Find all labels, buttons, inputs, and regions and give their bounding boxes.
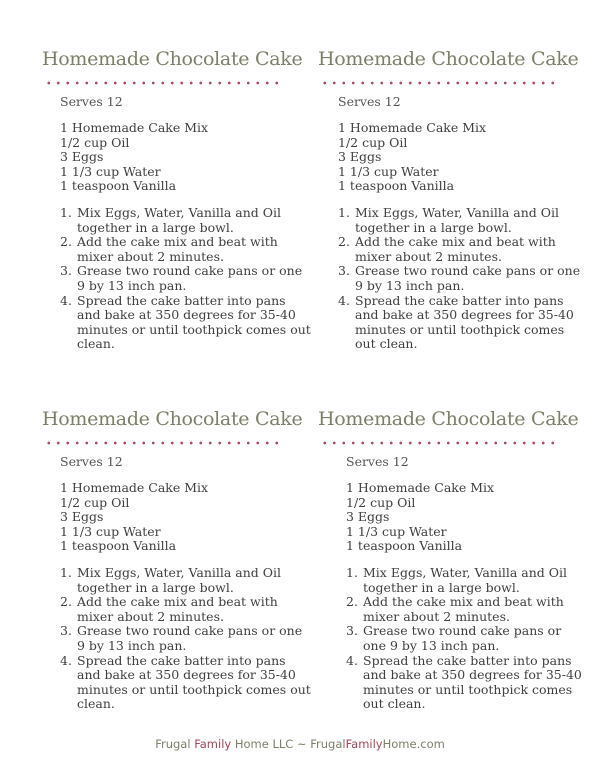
recipe-card <box>318 408 588 712</box>
step-number: 4. <box>60 292 72 308</box>
ingredients-list <box>346 481 588 554</box>
step-item <box>338 235 588 264</box>
step-number: 4. <box>338 292 350 308</box>
dotted-divider <box>44 80 282 86</box>
serves-label: Serves 12 <box>346 454 409 469</box>
dotted-divider <box>320 440 558 446</box>
ingredients-list <box>60 481 312 554</box>
step-number: 2. <box>338 234 350 250</box>
step-item <box>338 264 588 293</box>
ingredient-item: 1 teaspoon Vanilla <box>60 178 177 194</box>
step-item <box>338 294 588 352</box>
step-item <box>60 235 312 264</box>
ingredient-item: 1/2 cup Oil <box>60 134 130 150</box>
ingredient-item: 1 teaspoon Vanilla <box>338 178 455 194</box>
step-number: 3. <box>60 263 72 279</box>
footer-text: Frugal <box>155 737 195 751</box>
ingredient-item: 1 teaspoon Vanilla <box>60 538 177 554</box>
ingredient-item: 1 1/3 cup Water <box>338 163 439 179</box>
step-number: 3. <box>346 623 358 639</box>
step-text: Mix Eggs, Water, Vanilla and Oil together in a large bowl. <box>77 204 282 235</box>
step-item <box>346 624 588 653</box>
step-item <box>60 595 312 624</box>
step-text: Add the cake mix and beat with mixer about 2 minutes. <box>355 234 556 264</box>
recipe-body <box>338 94 588 352</box>
recipe-title: Homemade Chocolate Cake <box>318 48 579 70</box>
recipe-title: Homemade Chocolate Cake <box>318 408 579 430</box>
ingredients-list <box>338 121 588 194</box>
step-item <box>60 264 312 293</box>
recipe-card <box>42 48 312 352</box>
ingredient-item: 1/2 cup Oil <box>60 494 130 510</box>
footer-credit <box>0 737 600 751</box>
ingredient-item: 1/2 cup Oil <box>338 134 408 150</box>
recipe-card <box>42 408 312 712</box>
step-text: Grease two round cake pans or one 9 by 13 inch pan. <box>77 263 303 293</box>
step-text: Spread the cake batter into pans and bake at 350 degrees for 35-40 minutes or until toothpick comes out clean. <box>363 652 582 712</box>
dotted-divider <box>44 440 282 446</box>
step-item <box>338 206 588 235</box>
step-text: Mix Eggs, Water, Vanilla and Oil together in a large bowl. <box>363 564 568 595</box>
step-text: Mix Eggs, Water, Vanilla and Oil together in a large bowl. <box>355 204 560 235</box>
recipe-title: Homemade Chocolate Cake <box>42 408 303 430</box>
step-number: 4. <box>60 652 72 668</box>
ingredient-item: 1 Homemade Cake Mix <box>60 120 209 135</box>
step-number: 3. <box>60 623 72 639</box>
step-item <box>346 566 588 595</box>
recipe-body <box>60 94 312 352</box>
recipe-card <box>318 48 588 352</box>
step-text: Add the cake mix and beat with mixer about 2 minutes. <box>363 594 564 624</box>
step-number: 1. <box>338 204 350 220</box>
ingredient-item: 1 1/3 cup Water <box>346 523 447 539</box>
step-item <box>60 294 312 352</box>
step-text: Spread the cake batter into pans and bake at 350 degrees for 35-40 minutes or until toothpick comes out clean. <box>355 292 574 352</box>
ingredients-list <box>60 121 312 194</box>
ingredient-item: 1 1/3 cup Water <box>60 523 161 539</box>
step-number: 2. <box>60 234 72 250</box>
ingredient-item: 3 Eggs <box>338 149 382 165</box>
footer-accent: Family <box>194 737 232 751</box>
step-text: Mix Eggs, Water, Vanilla and Oil together in a large bowl. <box>77 564 282 595</box>
ingredient-item: 1 teaspoon Vanilla <box>346 538 463 554</box>
step-text: Grease two round cake pans or one 9 by 13 inch pan. <box>363 623 562 653</box>
serves-label: Serves 12 <box>60 94 123 109</box>
ingredient-item: 1 Homemade Cake Mix <box>338 120 487 135</box>
steps-list <box>60 206 312 352</box>
recipe-title: Homemade Chocolate Cake <box>42 48 303 70</box>
ingredient-item: 3 Eggs <box>60 149 104 165</box>
ingredient-item: 1/2 cup Oil <box>346 494 416 510</box>
recipe-body <box>346 454 588 712</box>
step-number: 3. <box>338 263 350 279</box>
step-item <box>60 206 312 235</box>
step-item <box>60 654 312 712</box>
ingredient-item: 1 Homemade Cake Mix <box>60 480 209 495</box>
dotted-divider <box>320 80 558 86</box>
step-item <box>346 595 588 624</box>
step-number: 1. <box>60 204 72 220</box>
step-item <box>60 566 312 595</box>
step-text: Spread the cake batter into pans and bake at 350 degrees for 35-40 minutes or until toothpick comes out clean. <box>77 652 311 712</box>
step-text: Grease two round cake pans or one 9 by 13 inch pan. <box>77 623 303 653</box>
step-text: Grease two round cake pans or one 9 by 13 inch pan. <box>355 263 581 293</box>
step-number: 2. <box>60 594 72 610</box>
footer-accent: Family <box>345 737 383 751</box>
steps-list <box>338 206 588 352</box>
step-number: 2. <box>346 594 358 610</box>
serves-label: Serves 12 <box>60 454 123 469</box>
step-item <box>346 654 588 712</box>
step-text: Add the cake mix and beat with mixer about 2 minutes. <box>77 594 278 624</box>
steps-list <box>346 566 588 712</box>
step-number: 1. <box>346 564 358 580</box>
ingredient-item: 3 Eggs <box>60 509 104 525</box>
step-text: Add the cake mix and beat with mixer about 2 minutes. <box>77 234 278 264</box>
step-number: 1. <box>60 564 72 580</box>
footer-text: Home LLC ~ Frugal <box>231 737 346 751</box>
recipe-body <box>60 454 312 712</box>
footer-text: Home.com <box>382 737 445 751</box>
step-number: 4. <box>346 652 358 668</box>
ingredient-item: 3 Eggs <box>346 509 390 525</box>
step-item <box>60 624 312 653</box>
step-text: Spread the cake batter into pans and bake at 350 degrees for 35-40 minutes or until toothpick comes out clean. <box>77 292 311 352</box>
ingredient-item: 1 1/3 cup Water <box>60 163 161 179</box>
serves-label: Serves 12 <box>338 94 401 109</box>
steps-list <box>60 566 312 712</box>
ingredient-item: 1 Homemade Cake Mix <box>346 480 495 495</box>
